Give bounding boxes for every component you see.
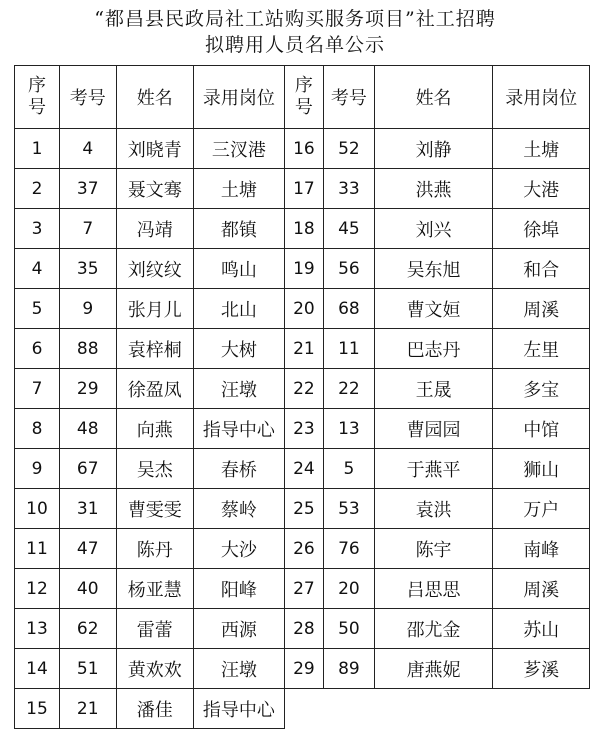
table-row: [15, 569, 590, 609]
seq-cell: 20: [284, 289, 323, 329]
post-cell: 多宝: [493, 369, 590, 409]
name-cell: 曹文姮: [374, 289, 493, 329]
exam-no-cell: 5: [324, 449, 375, 489]
table-row: [15, 129, 590, 169]
name-cell: 于燕平: [374, 449, 493, 489]
post-cell: 汪墩: [193, 649, 284, 689]
table-row: [15, 649, 590, 689]
post-cell: 三汊港: [193, 129, 284, 169]
exam-no-cell: 76: [324, 529, 375, 569]
post-cell: 万户: [493, 489, 590, 529]
name-cell: 刘静: [374, 129, 493, 169]
table-row: [15, 209, 590, 249]
post-cell: 芗溪: [493, 649, 590, 689]
post-cell: 北山: [193, 289, 284, 329]
exam-no-cell: 7: [60, 209, 117, 249]
post-cell: 左里: [493, 329, 590, 369]
seq-cell: 27: [284, 569, 323, 609]
post-cell: 和合: [493, 249, 590, 289]
document-subtitle: 拟聘用人员名单公示: [204, 34, 385, 56]
seq-cell: 13: [15, 609, 60, 649]
exam-no-cell: 62: [60, 609, 117, 649]
table-row: [15, 489, 590, 529]
name-cell: 雷蕾: [116, 609, 193, 649]
post-cell: 指导中心: [193, 689, 284, 729]
post-cell: 都镇: [193, 209, 284, 249]
post-cell: 徐埠: [493, 209, 590, 249]
post-cell: 指导中心: [193, 409, 284, 449]
table-row: [15, 289, 590, 329]
exam-no-cell: 51: [60, 649, 117, 689]
exam-no-cell: 45: [324, 209, 375, 249]
seq-cell: 26: [284, 529, 323, 569]
exam-no-cell: 40: [60, 569, 117, 609]
seq-cell: 29: [284, 649, 323, 689]
seq-cell: 2: [15, 169, 60, 209]
name-cell: 吕思思: [374, 569, 493, 609]
name-cell: 陈丹: [116, 529, 193, 569]
seq-cell: 17: [284, 169, 323, 209]
table-row: [15, 169, 590, 209]
seq-cell: 19: [284, 249, 323, 289]
name-cell: 袁梓桐: [116, 329, 193, 369]
post-cell: 大港: [493, 169, 590, 209]
exam-no-cell: 52: [324, 129, 375, 169]
name-cell: 向燕: [116, 409, 193, 449]
seq-header: 序 号: [15, 66, 60, 129]
post-header: 录用岗位: [193, 66, 284, 129]
post-header: 录用岗位: [493, 66, 590, 129]
seq-cell: 24: [284, 449, 323, 489]
exam-no-cell: 20: [324, 569, 375, 609]
exam-no-cell: 37: [60, 169, 117, 209]
post-cell: 西源: [193, 609, 284, 649]
exam-no-cell: 35: [60, 249, 117, 289]
seq-cell: 12: [15, 569, 60, 609]
table-row: [15, 329, 590, 369]
post-cell: 苏山: [493, 609, 590, 649]
seq-cell: 7: [15, 369, 60, 409]
exam-no-cell: 68: [324, 289, 375, 329]
name-cell: 刘晓青: [116, 129, 193, 169]
post-cell: 狮山: [493, 449, 590, 489]
seq-cell: 23: [284, 409, 323, 449]
seq-cell: 22: [284, 369, 323, 409]
document-title: “都昌县民政局社工站购买服务项目”社工招聘: [94, 8, 496, 30]
post-cell: 周溪: [493, 289, 590, 329]
empty-cell: [284, 689, 589, 729]
exam-no-cell: 53: [324, 489, 375, 529]
seq-cell: 4: [15, 249, 60, 289]
exam-no-cell: 21: [60, 689, 117, 729]
post-cell: 鸣山: [193, 249, 284, 289]
post-cell: 土塘: [493, 129, 590, 169]
name-cell: 黄欢欢: [116, 649, 193, 689]
seq-cell: 28: [284, 609, 323, 649]
seq-cell: 10: [15, 489, 60, 529]
name-cell: 袁洪: [374, 489, 493, 529]
seq-cell: 18: [284, 209, 323, 249]
exam-no-cell: 33: [324, 169, 375, 209]
name-cell: 吴杰: [116, 449, 193, 489]
seq-cell: 8: [15, 409, 60, 449]
table-row: [15, 689, 590, 729]
seq-cell: 25: [284, 489, 323, 529]
exam-no-header: 考号: [60, 66, 117, 129]
post-cell: 大沙: [193, 529, 284, 569]
exam-no-cell: 50: [324, 609, 375, 649]
seq-cell: 21: [284, 329, 323, 369]
name-cell: 张月儿: [116, 289, 193, 329]
seq-cell: 11: [15, 529, 60, 569]
table-row: [15, 409, 590, 449]
table-row: [15, 449, 590, 489]
exam-no-cell: 22: [324, 369, 375, 409]
name-cell: 洪燕: [374, 169, 493, 209]
seq-cell: 5: [15, 289, 60, 329]
exam-no-cell: 11: [324, 329, 375, 369]
name-cell: 聂文骞: [116, 169, 193, 209]
seq-cell: 16: [284, 129, 323, 169]
name-cell: 王晟: [374, 369, 493, 409]
table-row: [15, 369, 590, 409]
name-cell: 邵尤金: [374, 609, 493, 649]
name-cell: 曹雯雯: [116, 489, 193, 529]
exam-no-header: 考号: [324, 66, 375, 129]
name-cell: 徐盈凤: [116, 369, 193, 409]
seq-cell: 14: [15, 649, 60, 689]
exam-no-cell: 47: [60, 529, 117, 569]
post-cell: 中馆: [493, 409, 590, 449]
seq-cell: 3: [15, 209, 60, 249]
name-cell: 唐燕妮: [374, 649, 493, 689]
seq-header: 序 号: [284, 66, 323, 129]
post-cell: 南峰: [493, 529, 590, 569]
exam-no-cell: 56: [324, 249, 375, 289]
table-row: [15, 529, 590, 569]
name-cell: 陈宇: [374, 529, 493, 569]
seq-cell: 1: [15, 129, 60, 169]
exam-no-cell: 88: [60, 329, 117, 369]
exam-no-cell: 29: [60, 369, 117, 409]
name-cell: 巴志丹: [374, 329, 493, 369]
name-cell: 刘纹纹: [116, 249, 193, 289]
seq-cell: 15: [15, 689, 60, 729]
exam-no-cell: 13: [324, 409, 375, 449]
table-row: [15, 249, 590, 289]
name-cell: 潘佳: [116, 689, 193, 729]
post-cell: 大树: [193, 329, 284, 369]
header-row: [15, 66, 590, 129]
post-cell: 阳峰: [193, 569, 284, 609]
name-cell: 刘兴: [374, 209, 493, 249]
table-row: [15, 609, 590, 649]
exam-no-cell: 31: [60, 489, 117, 529]
hiring-list-table: [14, 65, 590, 729]
name-header: 姓名: [374, 66, 493, 129]
post-cell: 土塘: [193, 169, 284, 209]
post-cell: 春桥: [193, 449, 284, 489]
post-cell: 周溪: [493, 569, 590, 609]
exam-no-cell: 67: [60, 449, 117, 489]
post-cell: 蔡岭: [193, 489, 284, 529]
exam-no-cell: 4: [60, 129, 117, 169]
seq-cell: 6: [15, 329, 60, 369]
name-header: 姓名: [116, 66, 193, 129]
name-cell: 杨亚慧: [116, 569, 193, 609]
seq-cell: 9: [15, 449, 60, 489]
name-cell: 吴东旭: [374, 249, 493, 289]
exam-no-cell: 89: [324, 649, 375, 689]
exam-no-cell: 9: [60, 289, 117, 329]
exam-no-cell: 48: [60, 409, 117, 449]
name-cell: 曹园园: [374, 409, 493, 449]
name-cell: 冯靖: [116, 209, 193, 249]
post-cell: 汪墩: [193, 369, 284, 409]
